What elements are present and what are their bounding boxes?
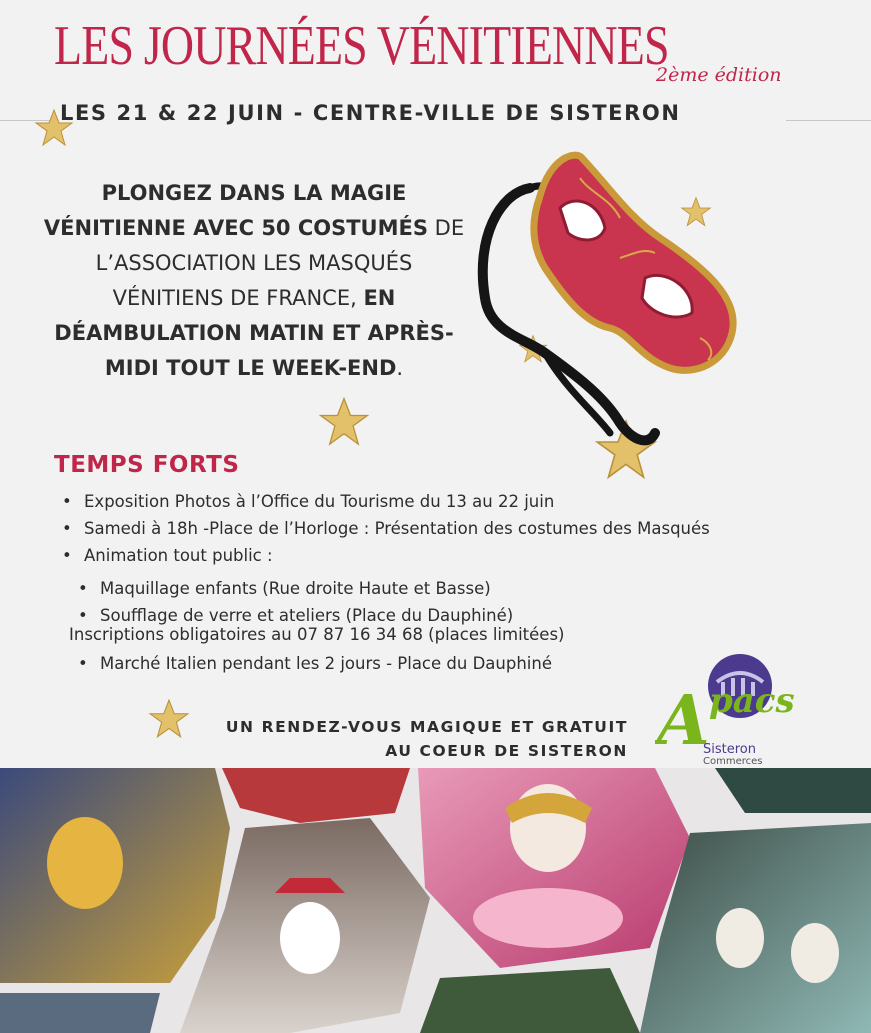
intro-regular: DE L’ASSOCIATION LES MASQUÉS VÉNITIENS DE FRANCE, [95, 216, 465, 310]
intro-bold-2: EN DÉAMBULATION MATIN ET APRÈS-MIDI TOUT LE WEEK-END [54, 286, 454, 380]
star-icon [318, 396, 370, 448]
cta-line-2: AU COEUR DE SISTERON [385, 742, 628, 760]
section-title-temps-forts: TEMPS FORTS [54, 452, 240, 478]
logo-line-1: Sisteron [703, 742, 756, 757]
photo-tile [420, 968, 640, 1033]
list-item: • Soufflage de verre et ateliers (Place du Dauphiné) [78, 602, 513, 629]
registration-note: Inscriptions obligatoires au 07 87 16 34 68 (places limitées) [69, 625, 565, 644]
list-item: • Animation tout public : [62, 542, 710, 569]
intro-end: . [396, 356, 404, 380]
star-icon [34, 108, 74, 148]
date-location-subtitle: LES 21 & 22 JUIN - CENTRE-VILLE DE SISTERON [60, 101, 681, 125]
intro-text [40, 176, 468, 386]
animation-sublist [78, 575, 513, 629]
logo-wordmark: pacs [709, 681, 795, 721]
photo-tile [0, 993, 160, 1033]
animation-sublist-2 [78, 650, 552, 677]
apacs-logo [655, 652, 815, 767]
edition-label: 2ème édition [656, 64, 782, 86]
logo-line-2: Commerces [703, 756, 763, 767]
venetian-mask-icon [470, 148, 750, 468]
call-to-action [180, 715, 628, 763]
list-item: • Marché Italien pendant les 2 jours - Place du Dauphiné [78, 650, 552, 677]
intro-bold-1: PLONGEZ DANS LA MAGIE VÉNITIENNE AVEC 50 COSTUMÉS [43, 181, 428, 240]
highlights-list [62, 488, 710, 569]
list-item: • Exposition Photos à l’Office du Tourisme du 13 au 22 juin [62, 488, 710, 515]
list-item: • Maquillage enfants (Rue droite Haute et Basse) [78, 575, 513, 602]
list-item: • Samedi à 18h -Place de l’Horloge : Présentation des costumes des Masqués [62, 515, 710, 542]
costume-photo-collage [0, 768, 871, 1033]
cta-line-1: UN RENDEZ-VOUS MAGIQUE ET GRATUIT [225, 718, 628, 736]
page-title: LES JOURNÉES VÉNITIENNES [54, 15, 669, 77]
divider [786, 120, 871, 121]
logo-letter: A [657, 681, 710, 761]
